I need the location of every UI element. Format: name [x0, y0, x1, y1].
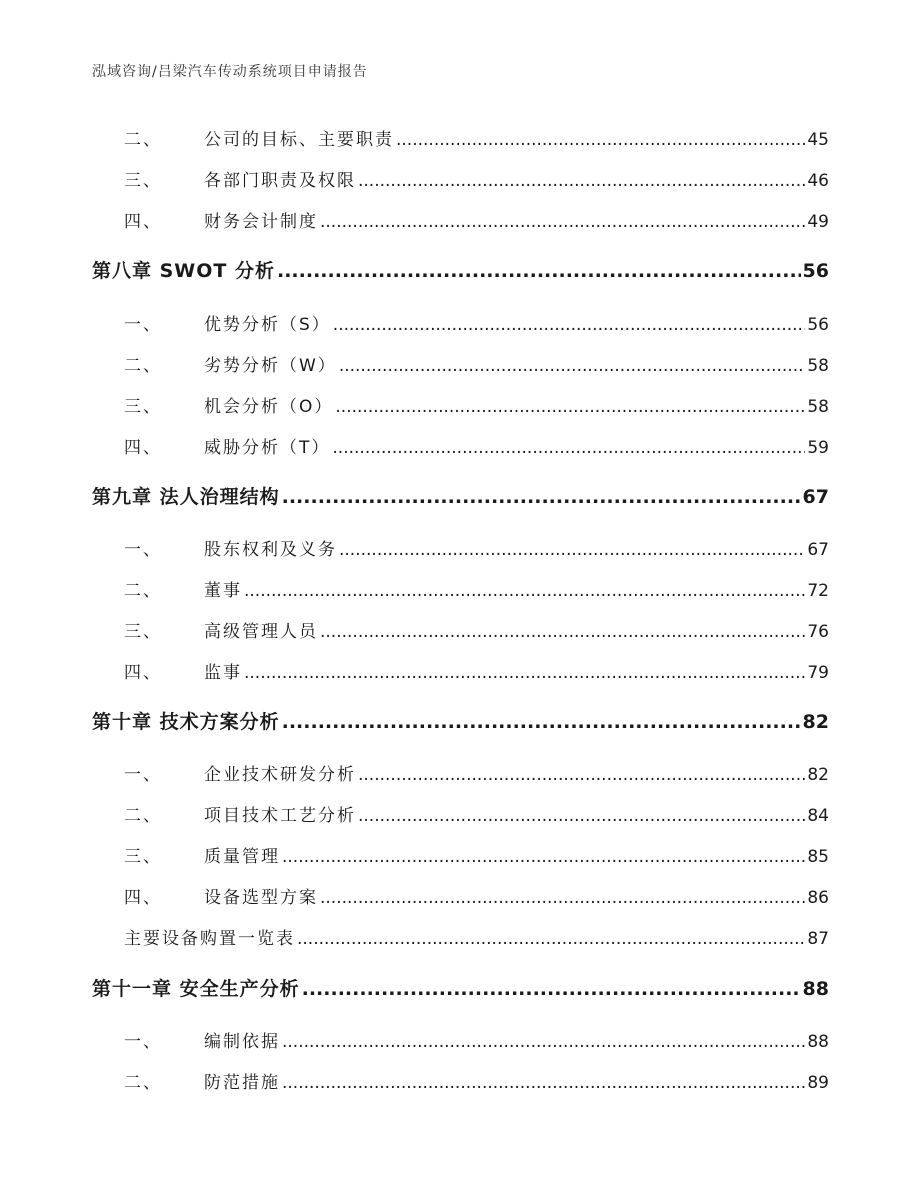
- toc-entry-title: 第九章 法人治理结构: [92, 486, 280, 508]
- toc-dot-leader: [244, 581, 805, 601]
- toc-entry-title: 优势分析（S）: [204, 315, 331, 335]
- toc-entry-number: 一、: [124, 1032, 162, 1052]
- toc-entry-title: 第十一章 安全生产分析: [92, 978, 300, 1000]
- toc-entry-title: 财务会计制度: [204, 212, 318, 232]
- toc-entry-number: 一、: [124, 540, 162, 560]
- toc-chapter-entry[interactable]: [92, 256, 829, 283]
- toc-page-number: 58: [807, 356, 829, 376]
- toc-entry-title: 公司的目标、主要职责: [204, 130, 394, 150]
- toc-section-entry[interactable]: [92, 883, 829, 908]
- toc-entry-title: 项目技术工艺分析: [204, 806, 356, 826]
- toc-entry-number: 三、: [124, 847, 162, 867]
- toc-section-entry[interactable]: [92, 924, 829, 949]
- toc-entry-number: 一、: [124, 315, 162, 335]
- toc-section-entry[interactable]: [92, 433, 829, 458]
- toc-section-entry[interactable]: [92, 760, 829, 785]
- toc-section-entry[interactable]: [92, 1027, 829, 1052]
- toc-entry-number: 四、: [124, 212, 162, 232]
- running-header: 泓域咨询/吕梁汽车传动系统项目申请报告: [92, 64, 368, 80]
- toc-chapter-entry[interactable]: [92, 974, 829, 1001]
- toc-section-entry[interactable]: [92, 658, 829, 683]
- toc-dot-leader: [302, 978, 801, 1000]
- toc-section-entry[interactable]: [92, 842, 829, 867]
- toc-dot-leader: [358, 765, 805, 785]
- toc-dot-leader: [332, 438, 805, 458]
- toc-entry-number: 二、: [124, 130, 162, 150]
- toc-page-number: 82: [807, 765, 829, 785]
- toc-dot-leader: [358, 171, 805, 191]
- toc-dot-leader: [282, 711, 801, 733]
- toc-page-number: 72: [807, 581, 829, 601]
- toc-entry-number: 一、: [124, 765, 162, 785]
- toc-entry-title: 股东权利及义务: [204, 540, 337, 560]
- toc-entry-number: 二、: [124, 581, 162, 601]
- toc-section-entry[interactable]: [92, 351, 829, 376]
- toc-page-number: 46: [807, 171, 829, 191]
- toc-dot-leader: [282, 1073, 805, 1093]
- toc-entry-number: 四、: [124, 438, 162, 458]
- toc-section-entry[interactable]: [92, 207, 829, 232]
- toc-page-number: 87: [807, 929, 829, 949]
- toc-dot-leader: [277, 260, 801, 282]
- toc-entry-number: 三、: [124, 397, 162, 417]
- toc-entry-title: 监事: [204, 663, 242, 683]
- toc-entry-title: 高级管理人员: [204, 622, 318, 642]
- toc-page-number: 86: [807, 888, 829, 908]
- toc-entry-title: 威胁分析（T）: [204, 438, 331, 458]
- toc-dot-leader: [282, 1032, 805, 1052]
- toc-page-number: 67: [807, 540, 829, 560]
- toc-entry-title: 第八章 SWOT 分析: [92, 260, 275, 282]
- toc-entry-title: 各部门职责及权限: [204, 171, 356, 191]
- toc-entry-number: 四、: [124, 663, 162, 683]
- toc-dot-leader: [333, 315, 806, 335]
- toc-dot-leader: [339, 356, 806, 376]
- toc-page-number: 59: [807, 438, 829, 458]
- toc-entry-number: 三、: [124, 622, 162, 642]
- toc-page-number: 88: [802, 978, 829, 1000]
- toc-page-number: 56: [807, 315, 829, 335]
- toc-entry-number: 四、: [124, 888, 162, 908]
- toc-page-number: 79: [807, 663, 829, 683]
- toc-dot-leader: [282, 486, 801, 508]
- toc-section-entry[interactable]: [92, 310, 829, 335]
- toc-page-number: 58: [807, 397, 829, 417]
- toc-entry-title: 企业技术研发分析: [204, 765, 356, 785]
- toc-chapter-entry[interactable]: [92, 707, 829, 734]
- toc-page-number: 89: [807, 1073, 829, 1093]
- toc-section-entry[interactable]: [92, 392, 829, 417]
- toc-entry-title: 质量管理: [204, 847, 280, 867]
- toc-page-number: 82: [802, 711, 829, 733]
- toc-dot-leader: [282, 847, 805, 867]
- toc-dot-leader: [320, 212, 805, 232]
- toc-page-number: 88: [807, 1032, 829, 1052]
- toc-page-number: 67: [802, 486, 829, 508]
- toc-entry-title: 董事: [204, 581, 242, 601]
- toc-entry-title: 编制依据: [204, 1032, 280, 1052]
- toc-dot-leader: [396, 130, 805, 150]
- toc-entry-number: 三、: [124, 171, 162, 191]
- toc-section-entry[interactable]: [92, 166, 829, 191]
- toc-entry-title: 机会分析（O）: [204, 397, 334, 417]
- toc-page-number: 49: [807, 212, 829, 232]
- toc-page-number: 84: [807, 806, 829, 826]
- toc-dot-leader: [358, 806, 805, 826]
- toc-entry-title: 劣势分析（W）: [204, 356, 337, 376]
- toc-section-entry[interactable]: [92, 576, 829, 601]
- toc-dot-leader: [339, 540, 805, 560]
- toc-dot-leader: [320, 622, 805, 642]
- toc-entry-title: 设备选型方案: [204, 888, 318, 908]
- toc-section-entry[interactable]: [92, 801, 829, 826]
- toc-entry-title: 第十章 技术方案分析: [92, 711, 280, 733]
- toc-page-number: 85: [807, 847, 829, 867]
- toc-section-entry[interactable]: [92, 617, 829, 642]
- toc-entry-title: 防范措施: [204, 1073, 280, 1093]
- toc-entry-title: 主要设备购置一览表: [124, 929, 295, 949]
- toc-section-entry[interactable]: [92, 535, 829, 560]
- toc-entry-number: 二、: [124, 1073, 162, 1093]
- toc-entry-number: 二、: [124, 356, 162, 376]
- toc-section-entry[interactable]: [92, 1068, 829, 1093]
- toc-page-number: 45: [807, 130, 829, 150]
- toc-dot-leader: [320, 888, 805, 908]
- toc-dot-leader: [244, 663, 805, 683]
- toc-entry-number: 二、: [124, 806, 162, 826]
- toc-dot-leader: [297, 929, 805, 949]
- toc-page-number: 56: [802, 260, 829, 282]
- toc-chapter-entry[interactable]: [92, 482, 829, 509]
- toc-section-entry[interactable]: [92, 125, 829, 150]
- toc-dot-leader: [335, 397, 805, 417]
- toc-page-number: 76: [807, 622, 829, 642]
